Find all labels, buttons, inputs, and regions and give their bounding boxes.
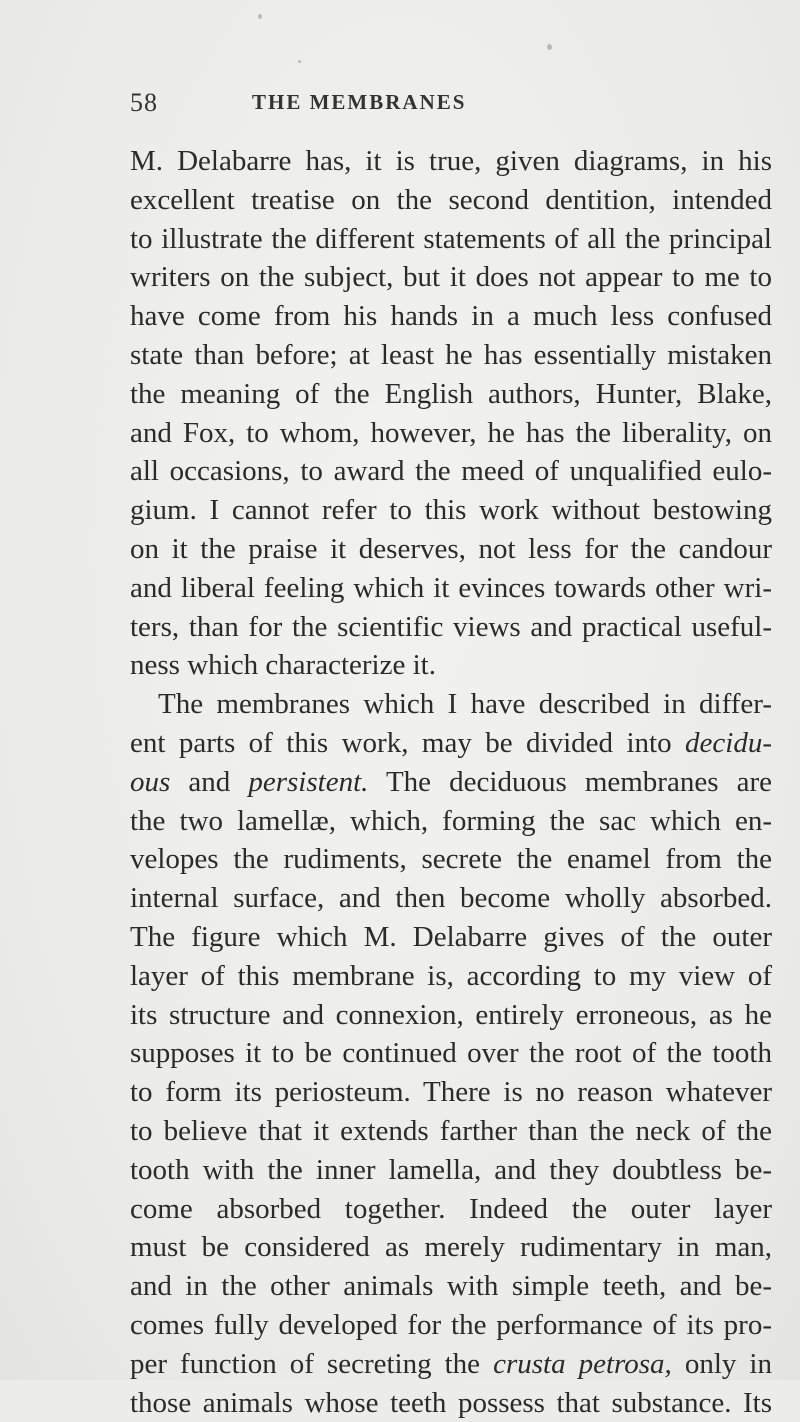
text-line: layer of this membrane is, according to my view of <box>130 957 772 996</box>
text-line: and in the other animals with simple teeth, and be- <box>130 1267 772 1306</box>
text-line: ness which characterize it. <box>130 646 772 685</box>
text-line <box>130 1345 772 1384</box>
text-line: excellent treatise on the second dentition, intended <box>130 181 772 220</box>
text-line: the two lamellæ, which, forming the sac which en- <box>130 802 772 841</box>
paragraph-1 <box>130 142 772 685</box>
text-line: The membranes which I have described in differ- <box>130 685 772 724</box>
text-line: and liberal feeling which it evinces towards other wri- <box>130 569 772 608</box>
text-run: The deciduous membranes are <box>368 766 772 798</box>
paragraph-2 <box>130 685 772 1422</box>
text-line: supposes it to be continued over the root of the tooth <box>130 1034 772 1073</box>
text-line: writers on the subject, but it does not appear to me to <box>130 258 772 297</box>
page-header <box>130 88 770 128</box>
text-line <box>130 724 772 763</box>
text-run: and <box>170 766 248 798</box>
running-head: THE MEMBRANES <box>252 90 466 115</box>
text-line: velopes the rudiments, secrete the enamel from the <box>130 840 772 879</box>
text-line <box>130 763 772 802</box>
text-line: those animals whose teeth possess that substance. Its <box>130 1384 772 1422</box>
text-line: tooth with the inner lamella, and they doubtless be- <box>130 1151 772 1190</box>
text-line: The figure which M. Delabarre gives of the outer <box>130 918 772 957</box>
text-line: its structure and connexion, entirely erroneous, as he <box>130 996 772 1035</box>
paper-speck <box>258 14 262 19</box>
text-run: ent parts of this work, may be divided into <box>130 727 685 759</box>
text-line: gium. I cannot refer to this work without bestowing <box>130 491 772 530</box>
text-line: M. Delabarre has, it is true, given diagrams, in his <box>130 142 772 181</box>
text-line: ters, than for the scientific views and practical useful- <box>130 608 772 647</box>
text-line: state than before; at least he has essentially mistaken <box>130 336 772 375</box>
text-line: have come from his hands in a much less confused <box>130 297 772 336</box>
page-number: 58 <box>130 88 158 118</box>
text-line: all occasions, to award the meed of unqualified eulo- <box>130 452 772 491</box>
italic-term: crusta petrosa, <box>493 1348 672 1380</box>
text-line: internal surface, and then become wholly absorbed. <box>130 879 772 918</box>
italic-term: decidu- <box>685 727 772 759</box>
paper-speck <box>298 60 301 63</box>
paper-speck <box>547 44 552 50</box>
italic-term: ous <box>130 766 170 798</box>
text-line: to believe that it extends farther than the neck of the <box>130 1112 772 1151</box>
text-line: must be considered as merely rudimentary in man, <box>130 1228 772 1267</box>
text-line: to form its periosteum. There is no reason whatever <box>130 1073 772 1112</box>
italic-term: persistent. <box>248 766 368 798</box>
text-line: and Fox, to whom, however, he has the liberality, on <box>130 414 772 453</box>
text-run: per function of secreting the <box>130 1348 493 1380</box>
text-run: only in <box>672 1348 772 1380</box>
body-text <box>130 142 772 1422</box>
text-line: come absorbed together. Indeed the outer layer <box>130 1190 772 1229</box>
text-line: comes fully developed for the performance of its pro- <box>130 1306 772 1345</box>
text-line: to illustrate the different statements of all the principal <box>130 220 772 259</box>
text-line: the meaning of the English authors, Hunter, Blake, <box>130 375 772 414</box>
text-line: on it the praise it deserves, not less for the candour <box>130 530 772 569</box>
